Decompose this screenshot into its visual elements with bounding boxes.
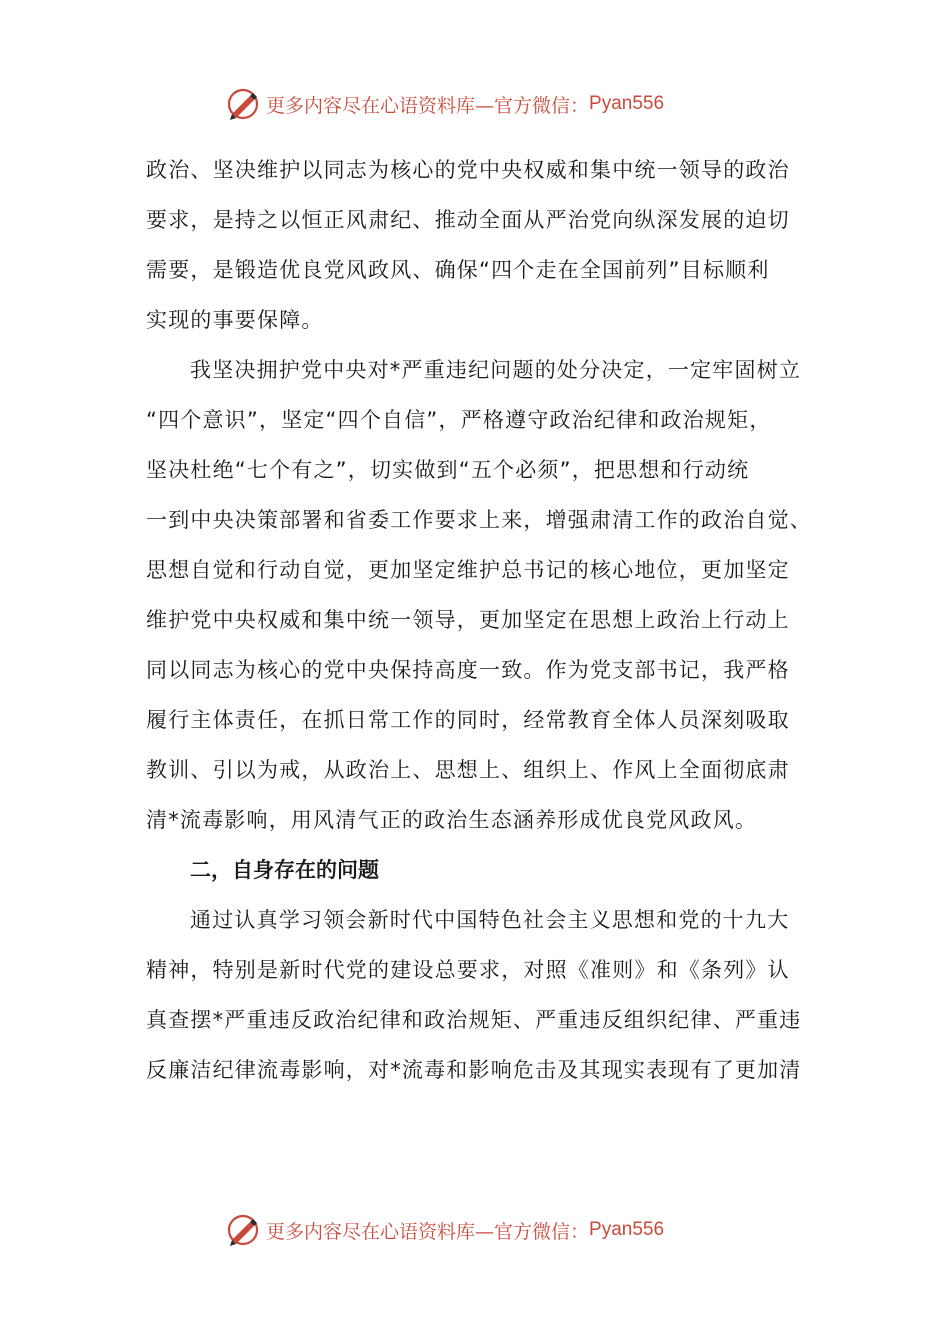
paragraph-1 [146, 145, 806, 345]
text-line: 实现的事要保障。 [146, 308, 324, 332]
text-line: 政治、坚决维护以同志为核心的党中央权威和集中统一领导的政治 [146, 158, 790, 182]
paragraph-3 [146, 895, 806, 1095]
text-line: “四个意识”，坚定“四个自信”，严格遵守政治纪律和政治规矩， [146, 408, 772, 432]
banner-wechat-id: Pyan556 [589, 1219, 665, 1240]
banner-text: 更多内容尽在心语资料库—官方微信： [266, 94, 590, 117]
pen-logo-icon [226, 87, 260, 121]
document-body [146, 145, 812, 1095]
text-line: 教训、引以为戒，从政治上、思想上、组织上、作风上全面彻底肃 [146, 758, 790, 782]
paragraph-2 [146, 345, 812, 845]
banner-text: 更多内容尽在心语资料库—官方微信： [266, 1220, 590, 1243]
text-line: 一到中央决策部署和省委工作要求上来，增强肃清工作的政治自觉、 [146, 508, 812, 532]
banner-wechat-id: Pyan556 [589, 93, 665, 114]
text-line: 真查摆*严重违反政治纪律和政治规矩、严重违反组织纪律、严重违 [146, 1008, 802, 1032]
text-line: 通过认真学习领会新时代中国特色社会主义思想和党的十九大 [190, 908, 790, 932]
header-banner [226, 84, 726, 124]
text-line: 要求，是持之以恒正风肃纪、推动全面从严治党向纵深发展的迫切 [146, 208, 790, 232]
text-line: 需要，是锻造优良党风政风、确保“四个走在全国前列”目标顺利 [146, 258, 770, 282]
footer-banner [226, 1210, 726, 1250]
text-line: 履行主体责任，在抓日常工作的同时，经常教育全体人员深刻吸取 [146, 708, 790, 732]
text-line: 维护党中央权威和集中统一领导，更加坚定在思想上政治上行动上 [146, 608, 790, 632]
text-line: 坚决杜绝“七个有之”，切实做到“五个必须”，把思想和行动统 [146, 458, 750, 482]
text-line: 精神，特别是新时代党的建设总要求，对照《准则》和《条列》认 [146, 958, 790, 982]
text-line: 清*流毒影响，用风清气正的政治生态涵养形成优良党风政风。 [146, 808, 758, 832]
text-line: 同以同志为核心的党中央保持高度一致。作为党支部书记，我严格 [146, 658, 790, 682]
text-line: 我坚决拥护党中央对*严重违纪问题的处分决定，一定牢固树立 [190, 358, 802, 382]
pen-logo-icon [226, 1213, 260, 1247]
section-heading: 二，自身存在的问题 [190, 858, 379, 882]
text-line: 思想自觉和行动自觉，更加坚定维护总书记的核心地位，更加坚定 [146, 558, 790, 582]
text-line: 反廉洁纪律流毒影响，对*流毒和影响危击及其现实表现有了更加清 [146, 1058, 802, 1082]
